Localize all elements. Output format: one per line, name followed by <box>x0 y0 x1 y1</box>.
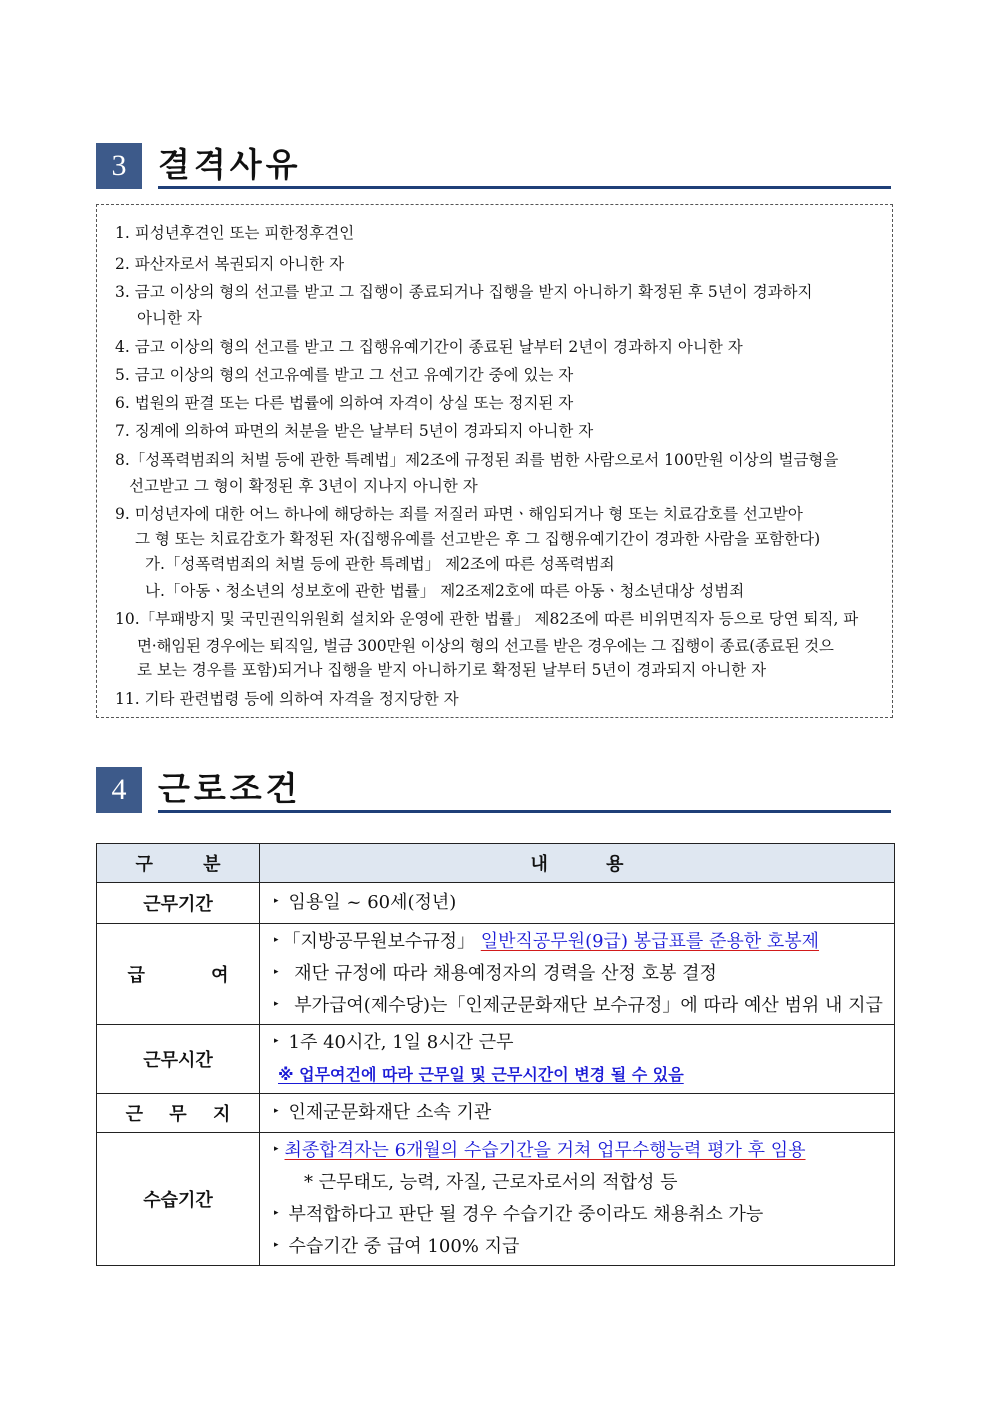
triangle-bullet-icon: ▸ <box>274 1106 279 1116</box>
disqualification-box <box>96 204 893 718</box>
criteria-item: 7. 징계에 의하여 파면의 처분을 받은 날부터 5년이 경과되지 아니한 자 <box>115 422 594 440</box>
salary-rule-prefix: 「지방공무원보수규정」 <box>282 931 481 952</box>
header-category: 구 분 <box>97 844 260 883</box>
row-content-period <box>260 883 895 924</box>
criteria-item: 1. 피성년후견인 또는 피한정후견인 <box>115 224 355 242</box>
location-text: 인제군문화재단 소속 기관 <box>288 1102 492 1123</box>
salary-highlight: 일반직공무원(9급) 봉급표를 준용한 호봉제 <box>480 931 820 952</box>
criteria-item: 면·해임된 경우에는 퇴직일, 벌금 300만원 이상의 형의 선고를 받은 경우에는 그 집행이 종료(종료된 것으 <box>137 637 834 655</box>
salary-step-text: 재단 규정에 따라 채용예정자의 경력을 산정 호봉 결정 <box>288 963 717 984</box>
period-text: 임용일 ~ 60세(정년) <box>288 892 457 913</box>
criteria-item: 5. 금고 이상의 형의 선고유예를 받고 그 선고 유예기간 중에 있는 자 <box>115 366 574 384</box>
work-conditions-table <box>96 843 895 1266</box>
criteria-item: 2. 파산자로서 복권되지 아니한 자 <box>115 255 345 273</box>
criteria-item: 선고받고 그 형이 확정된 후 3년이 지나지 아니한 자 <box>129 477 478 495</box>
row-label-period: 근무기간 <box>97 883 260 924</box>
triangle-bullet-icon: ▸ <box>274 1208 279 1218</box>
criteria-item: 8.「성폭력범죄의 처벌 등에 관한 특례법」제2조에 규정된 죄를 범한 사람으로서 100만원 이상의 벌금형을 <box>115 451 839 469</box>
criteria-item: 10.「부패방지 및 국민권익위원회 설치와 운영에 관한 법률」 제82조에 따른 비위면직자 등으로 당연 퇴직, 파 <box>115 610 859 628</box>
criteria-item: 아니한 자 <box>137 309 202 327</box>
table-row <box>97 1094 895 1133</box>
probation-highlight: 최종합격자는 6개월의 수습기간을 거쳐 업무수행능력 평가 후 임용 <box>284 1140 806 1161</box>
row-label-hours: 근무시간 <box>97 1025 260 1094</box>
section-4-header <box>96 767 891 813</box>
criteria-item: 9. 미성년자에 대한 어느 하나에 해당하는 죄를 저질러 파면ㆍ해임되거나 형 또는 치료감호를 선고받아 <box>115 505 803 523</box>
triangle-bullet-icon: ▸ <box>274 1036 279 1046</box>
criteria-item: 로 보는 경우를 포함)되거나 집행을 받지 아니하기로 확정된 날부터 5년이 경과되지 아니한 자 <box>137 661 767 679</box>
section-4-number: 4 <box>96 767 142 813</box>
table-row <box>97 924 895 1025</box>
triangle-bullet-icon: ▸ <box>274 967 279 977</box>
section-3-rule <box>158 186 891 189</box>
table-header-row <box>97 844 895 883</box>
table-row <box>97 1133 895 1266</box>
salary-allowance-text: 부가급여(제수당)는「인제군문화재단 보수규정」에 따라 예산 범위 내 지급 <box>288 995 883 1016</box>
section-3-title: 결격사유 <box>158 145 302 184</box>
triangle-bullet-icon: ▸ <box>274 896 279 906</box>
section-4-rule <box>158 810 891 813</box>
probation-pay-text: 수습기간 중 급여 100% 지급 <box>288 1236 520 1257</box>
section-3-header <box>96 143 891 189</box>
triangle-bullet-icon: ▸ <box>274 999 279 1009</box>
table-row <box>97 883 895 924</box>
criteria-item: 6. 법원의 판결 또는 다른 법률에 의하여 자격이 상실 또는 정지된 자 <box>115 394 574 412</box>
row-content-probation <box>260 1133 895 1266</box>
criteria-item: 4. 금고 이상의 형의 선고를 받고 그 집행유예기간이 종료된 날부터 2년이 경과하지 아니한 자 <box>115 338 743 356</box>
criteria-item: 그 형 또는 치료감호가 확정된 자(집행유예를 선고받은 후 그 집행유예기간이 경과한 사람을 포함한다) <box>135 530 821 548</box>
row-content-hours <box>260 1025 895 1094</box>
header-content: 내 용 <box>260 844 895 883</box>
probation-criteria: * 근무태도, 능력, 자질, 근로자로서의 적합성 등 <box>304 1172 678 1193</box>
criteria-item: 3. 금고 이상의 형의 선고를 받고 그 집행이 종료되거나 집행을 받지 아니하기 확정된 후 5년이 경과하지 <box>115 283 813 301</box>
probation-cancel-text: 부적합하다고 판단 될 경우 수습기간 중이라도 채용취소 가능 <box>288 1204 764 1225</box>
row-label-probation: 수습기간 <box>97 1133 260 1266</box>
hours-text: 1주 40시간, 1일 8시간 근무 <box>288 1032 514 1053</box>
row-content-location <box>260 1094 895 1133</box>
criteria-item: 가.「성폭력범죄의 처벌 등에 관한 특례법」 제2조에 따른 성폭력범죄 <box>145 555 615 573</box>
triangle-bullet-icon: ▸ <box>274 1240 279 1250</box>
triangle-bullet-icon: ▸ <box>274 935 279 945</box>
criteria-item: 나.「아동ㆍ청소년의 성보호에 관한 법률」 제2조제2호에 따른 아동ㆍ청소년대상 성범죄 <box>145 582 745 600</box>
hours-note: ※ 업무여건에 따라 근무일 및 근무시간이 변경 될 수 있음 <box>278 1065 684 1084</box>
section-4-title: 근로조건 <box>158 769 302 808</box>
row-label-salary: 급 여 <box>97 924 260 1025</box>
row-content-salary <box>260 924 895 1025</box>
table-row <box>97 1025 895 1094</box>
row-label-location: 근 무 지 <box>97 1094 260 1133</box>
criteria-item: 11. 기타 관련법령 등에 의하여 자격을 정지당한 자 <box>115 690 459 708</box>
section-3-number: 3 <box>96 143 142 189</box>
triangle-bullet-icon: ▸ <box>274 1144 279 1154</box>
